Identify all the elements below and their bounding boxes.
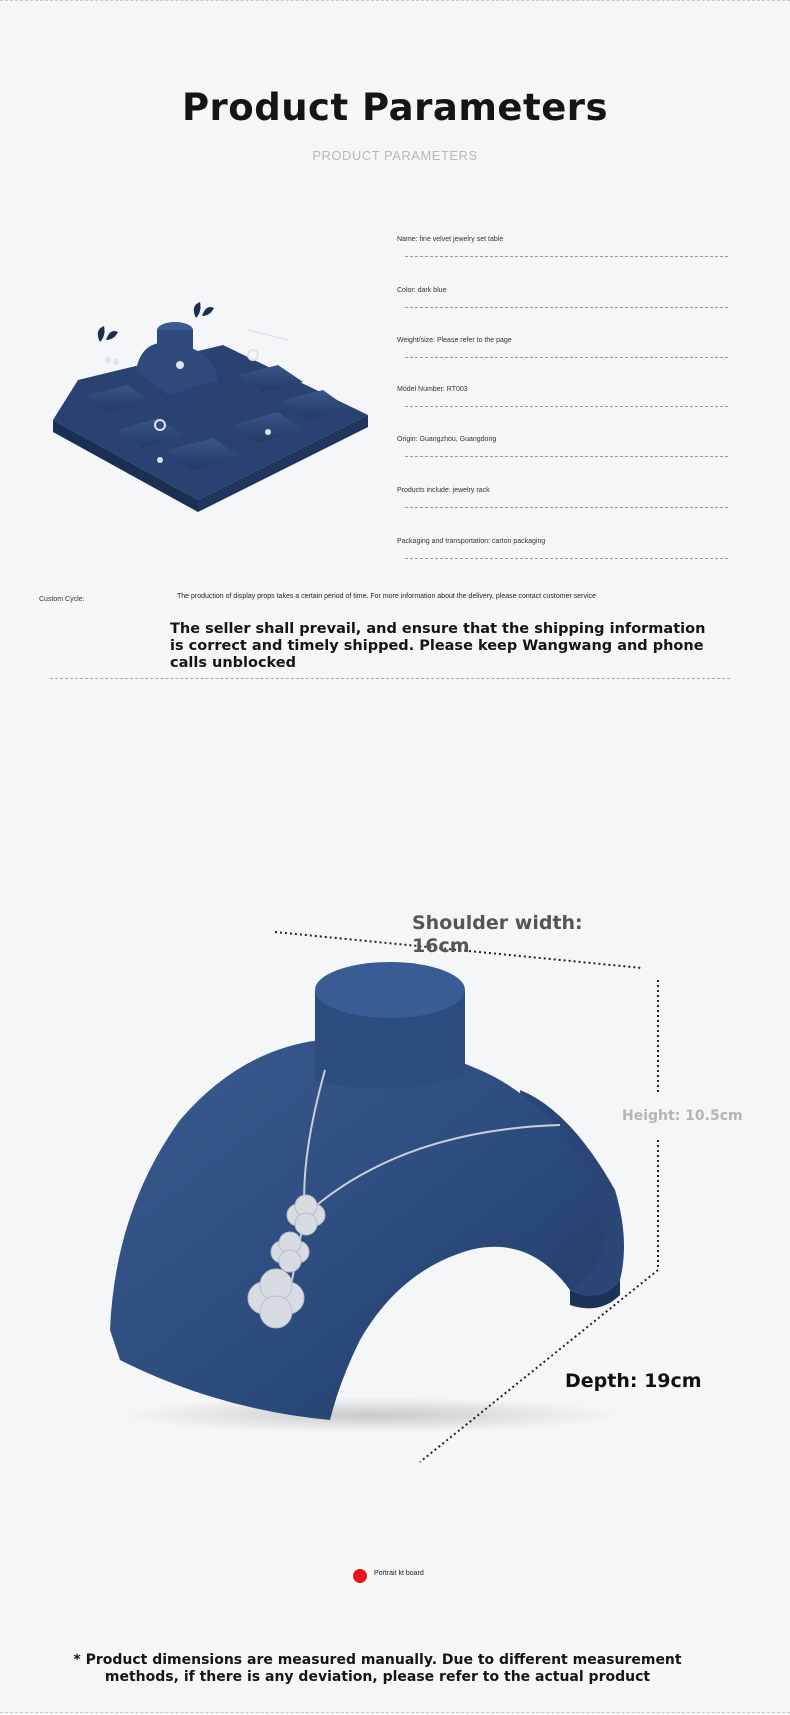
- depth-label: Depth: 19cm: [565, 1370, 702, 1392]
- param-color: [397, 287, 732, 308]
- param-divider: [405, 406, 728, 407]
- legend-label: Portrait kt board: [374, 1570, 424, 1577]
- shoulder-width-label: Shoulder width: 16cm: [412, 912, 583, 957]
- section-divider: [50, 678, 730, 679]
- param-divider: [405, 357, 728, 358]
- param-origin: [397, 436, 732, 457]
- param-packaging: [397, 538, 732, 559]
- page-subtitle: PRODUCT PARAMETERS: [312, 148, 478, 163]
- param-packaging-text: Packaging and transportation: carton packaging: [397, 538, 546, 545]
- param-products: [397, 487, 732, 508]
- dimension-lines: [0, 900, 790, 1480]
- param-model: [397, 386, 732, 407]
- custom-cycle-note: The production of display props takes a certain period of time. For more information about the delivery, please contact customer service: [177, 593, 596, 600]
- height-label: Height: 10.5cm: [622, 1108, 743, 1124]
- page-title: Product Parameters: [181, 86, 609, 129]
- param-divider: [405, 307, 728, 308]
- param-origin-text: Origin: Guangzhou, Guangdong: [397, 436, 497, 443]
- top-divider: [0, 0, 790, 1]
- seller-note: The seller shall prevail, and ensure that the shipping information is correct and timely shipped. Please keep Wangwang and phone calls unblocked: [170, 621, 706, 671]
- param-divider: [405, 558, 728, 559]
- param-weight-text: Weight/size: Please refer to the page: [397, 337, 512, 344]
- legend-dot-icon: [353, 1569, 367, 1583]
- bottom-divider: [0, 1712, 790, 1713]
- param-divider: [405, 507, 728, 508]
- param-weight: [397, 337, 732, 358]
- param-divider: [405, 456, 728, 457]
- param-products-text: Products include: jewelry rack: [397, 487, 490, 494]
- param-name: [397, 236, 732, 257]
- param-name-text: Name: fine velvet jewelry set table: [397, 236, 504, 243]
- footer-note: * Product dimensions are measured manually. Due to different measurement methods, if there is any deviation, please refer to the actual product: [73, 1652, 682, 1685]
- param-color-text: Color: dark blue: [397, 287, 447, 294]
- param-divider: [405, 256, 728, 257]
- custom-cycle-label: Custom Cycle:: [39, 596, 85, 603]
- jewelry-tray-image: [48, 300, 374, 518]
- param-model-text: Model Number: RT003: [397, 386, 468, 393]
